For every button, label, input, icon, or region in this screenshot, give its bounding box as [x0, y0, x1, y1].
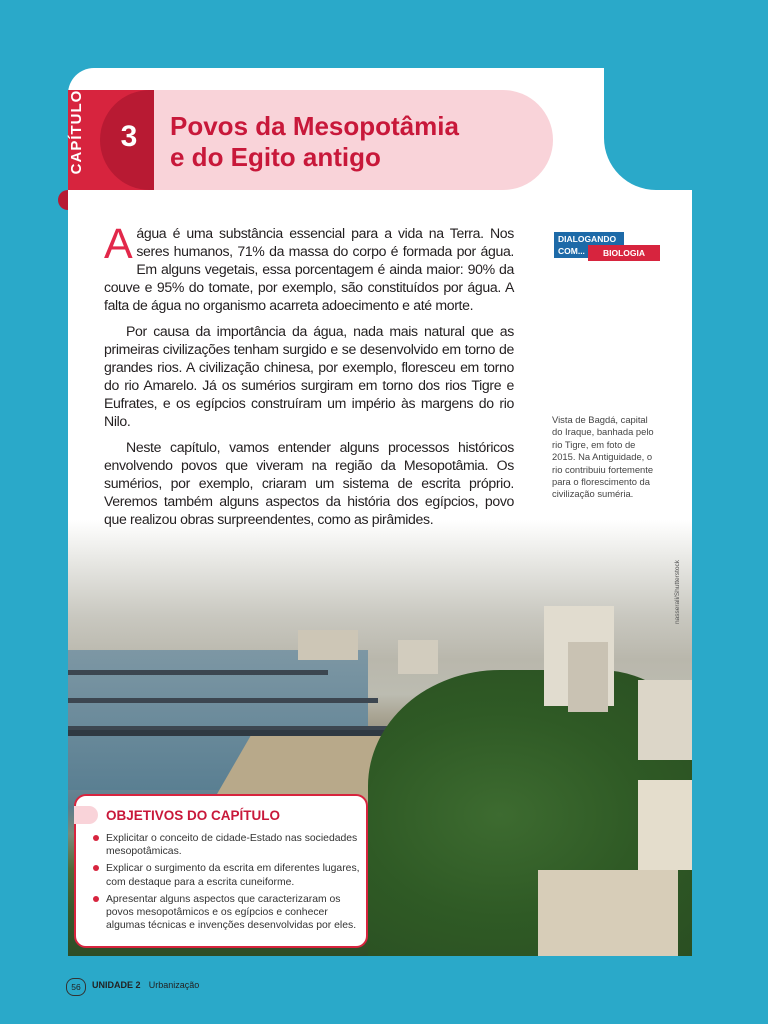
- unit-label: UNIDADE 2: [92, 980, 141, 990]
- dialog-tag-line2: COM...: [558, 246, 585, 256]
- chapter-tab-accent: [58, 190, 68, 210]
- bridge: [68, 730, 428, 736]
- photo-credit: nasserali/Shutterstock: [674, 560, 681, 624]
- chapter-title: [170, 111, 540, 173]
- chapter-number: 3: [120, 120, 138, 153]
- chapter-intro: [104, 220, 514, 536]
- objective-item: [90, 832, 362, 858]
- building: [638, 680, 692, 760]
- page-notch: [604, 60, 768, 190]
- objectives-title: OBJETIVOS DO CAPÍTULO: [106, 808, 281, 823]
- chapter-label: CAPÍTULO: [68, 89, 85, 175]
- page-number: 56: [66, 978, 86, 996]
- building: [568, 642, 608, 712]
- unit-topic: Urbanização: [148, 980, 200, 990]
- objective-text: Explicar o surgimento da escrita em diferentes lugares, com destaque para a escrita cuneiforme.: [106, 863, 360, 888]
- bullet-icon: [93, 835, 99, 841]
- running-footer: [92, 980, 199, 990]
- building: [638, 780, 692, 870]
- chapter-title-line1: Povos da Mesopotâmia: [170, 111, 459, 141]
- building: [298, 630, 358, 660]
- chapter-title-line2: e do Egito antigo: [170, 142, 381, 172]
- building: [538, 870, 678, 956]
- bullet-icon: [93, 896, 99, 902]
- drop-cap: A: [104, 220, 133, 268]
- objectives-list: [90, 832, 362, 936]
- dialog-tag-line1: DIALOGANDO: [558, 234, 617, 244]
- building: [398, 640, 438, 674]
- photo-caption: Vista de Bagdá, capital do Iraque, banhada pelo rio Tigre, em foto de 2015. Na Antiguidade, o rio contribuiu fortemente para o florescimento da civilização suméria.: [552, 414, 654, 500]
- bridge: [68, 670, 328, 675]
- dialog-subject: BIOLOGIA: [588, 245, 660, 261]
- objective-item: [90, 893, 362, 933]
- bullet-icon: [93, 865, 99, 871]
- bridge: [68, 698, 378, 703]
- objective-text: Explicitar o conceito de cidade-Estado nas sociedades mesopotâmicas.: [106, 833, 358, 858]
- objectives-tab: [74, 806, 98, 824]
- objective-item: [90, 862, 362, 888]
- paragraph: Neste capítulo, vamos entender alguns processos históricos envolvendo povos que viveram na região da Mesopotâmia. Os sumérios, por exemplo, criaram um sistema de escrita próprio. Veremos também alguns aspectos da história dos egípcios, povo que realizou obras surpreendentes, como as pirâmides.: [104, 439, 514, 527]
- objective-text: Apresentar alguns aspectos que caracterizaram os povos mesopotâmicos e os egípcios e conhecer algumas técnicas e invenções desenvolvidas por eles.: [106, 893, 357, 932]
- paragraph: Por causa da importância da água, nada mais natural que as primeiras civilizações tenham surgido e se desenvolvido em torno de grandes rios. A civilização chinesa, por exemplo, floresceu em torno do rio Amarelo. Já os sumérios surgiram em torno dos rios Tigre e Eufrates, e os egípcios construíram um império às margens do rio Nilo.: [104, 323, 514, 429]
- paragraph-text: água é uma substância essencial para a vida na Terra. Nos seres humanos, 71% da massa do corpo é formada por água. Em alguns vegetais, essa porcentagem é ainda maior: 90% da couve e 95% do tomate, por exemplo, são constituídos por água. A falta de água no organismo acarreta adoecimento e até morte.: [104, 225, 514, 313]
- footer-separator: •: [143, 980, 147, 990]
- objectives-box: [74, 794, 368, 948]
- paragraph: [104, 220, 514, 314]
